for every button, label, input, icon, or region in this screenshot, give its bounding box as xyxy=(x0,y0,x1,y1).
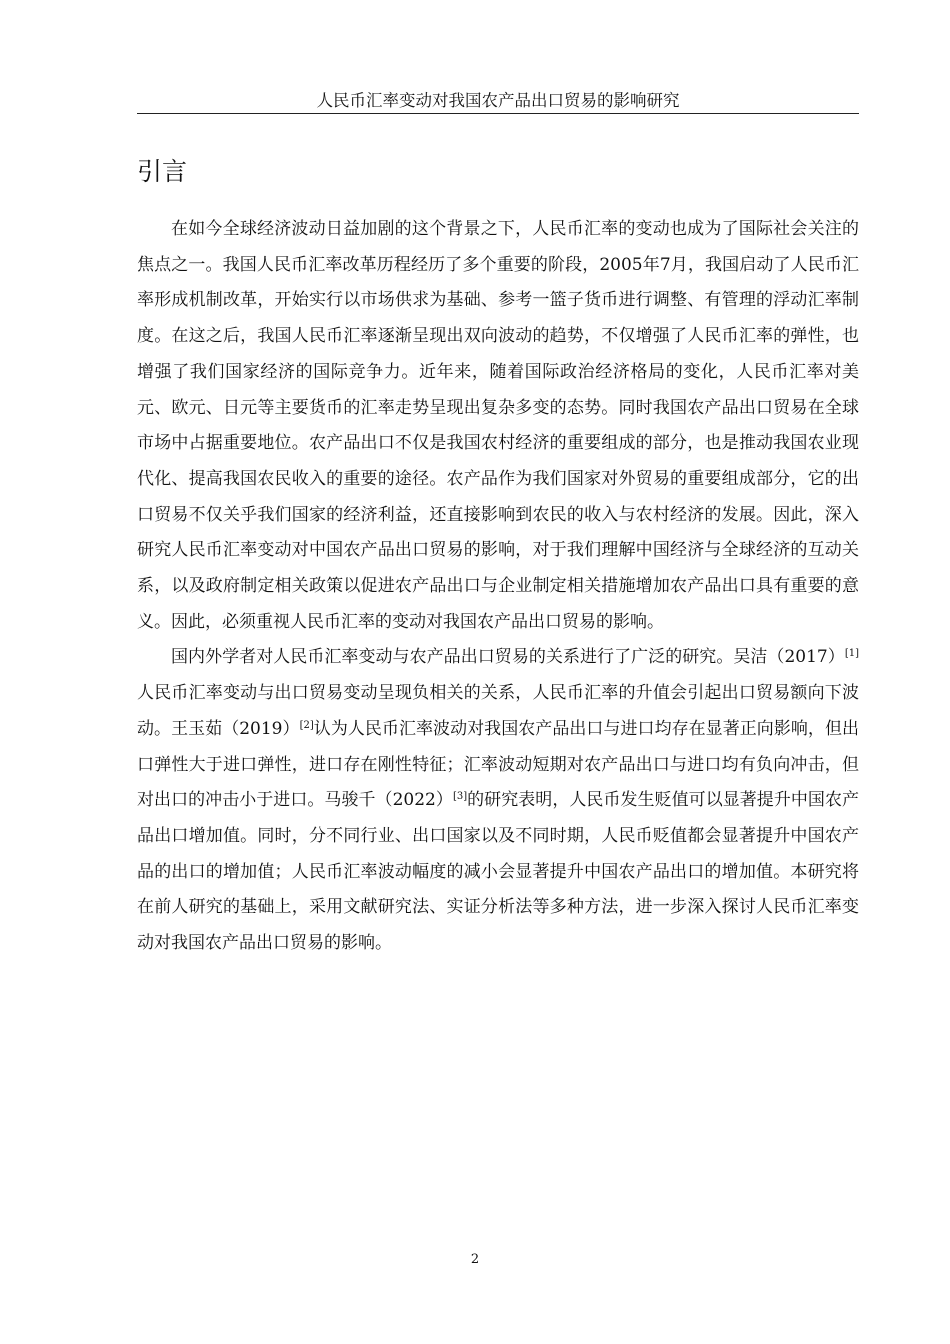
citation-2: [2] xyxy=(299,719,314,731)
running-header: 人民币汇率变动对我国农产品出口贸易的影响研究 xyxy=(137,91,859,114)
paragraph-2 xyxy=(137,640,859,961)
paragraph-1: 在如今全球经济波动日益加剧的这个背景之下，人民币汇率的变动也成为了国际社会关注的焦点之一。我国人民币汇率改革历程经历了多个重要的阶段，2005年7月，我国启动了人民币汇率形成机制改革，开始实行以市场供求为基础、参考一篮子货币进行调整、有管理的浮动汇率制度。在这之后，我国人民币汇率逐渐呈现出双向波动的趋势，不仅增强了人民币汇率的弹性，也增强了我们国家经济的国际竞争力。近年来，随着国际政治经济格局的变化，人民币汇率对美元、欧元、日元等主要货币的汇率走势呈现出复杂多变的态势。同时我国农产品出口贸易在全球市场中占据重要地位。农产品出口不仅是我国农村经济的重要组成的部分，也是推动我国农业现代化、提高我国农民收入的重要的途径。农产品作为我们国家对外贸易的重要组成部分，它的出口贸易不仅关乎我们国家的经济利益，还直接影响到农民的收入与农村经济的发展。因此，深入研究人民币汇率变动对中国农产品出口贸易的影响，对于我们理解中国经济与全球经济的互动关系，以及政府制定相关政策以促进农产品出口与企业制定相关措施增加农产品出口具有重要的意义。因此，必须重视人民币汇率的变动对我国农产品出口贸易的影响。 xyxy=(137,219,859,632)
paragraph-2-segment-3: 认为人民币汇率波动对我国农产品出口与进口均存在显著正向影响，但出口弹性大于进口弹性，进口存在刚性特征；汇率波动短期对农产品出口与进口均有负向冲击，但对出口的冲击小于进口。马骏千（2022） xyxy=(137,718,859,811)
page-number: 2 xyxy=(470,1252,480,1267)
paragraph-2-segment-1: 国内外学者对人民币汇率变动与农产品出口贸易的关系进行了广泛的研究。吴洁（2017） xyxy=(171,647,845,668)
body-text xyxy=(137,212,859,962)
section-title: 引言 xyxy=(137,157,188,186)
citation-1: [1] xyxy=(844,648,859,660)
paragraph-2-segment-2: 人民币汇率变动与出口贸易变动呈现负相关的关系，人民币汇率的升值会引起出口贸易额向下波动。王玉茹（2019） xyxy=(137,683,859,739)
citation-3: [3] xyxy=(452,791,468,803)
paragraph-2-segment-4: 的研究表明，人民币发生贬值可以显著提升中国农产品出口增加值。同时，分不同行业、出口国家以及不同时期，人民币贬值都会显著提升中国农产品的出口的增加值；人民币汇率波动幅度的减小会显著提升中国农产品出口的增加值。本研究将在前人研究的基础上，采用文献研究法、实证分析法等多种方法，进一步深入探讨人民币汇率变动对我国农产品出口贸易的影响。 xyxy=(137,790,860,954)
